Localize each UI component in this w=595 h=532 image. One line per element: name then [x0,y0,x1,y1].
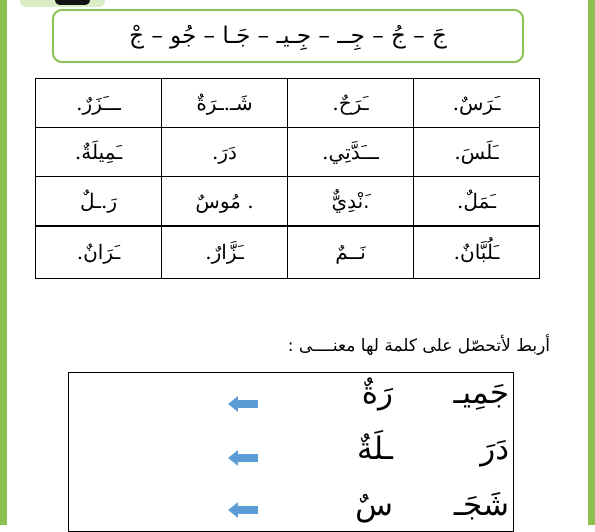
left-arrow-icon [227,449,259,467]
left-arrow-icon [227,395,259,413]
table-row [36,226,540,279]
word-end: سٌ [355,487,393,523]
word-end: ـلَةٌ [357,431,393,467]
table-cell: ـَمِيلَةٌ. [36,128,162,177]
table-cell: ـَلَسَ. [414,128,540,177]
top-tab-mark [55,0,90,5]
table-cell: ـــَدَّتِي. [288,128,414,177]
table-cell: ـَرَسٌ. [414,79,540,128]
table-cell: ـَمَلٌ. [414,177,540,226]
word-table [35,78,540,279]
matching-exercise [68,372,514,532]
table-cell: ـَلُبَّانٌ. [414,226,540,279]
page-border-left [0,0,7,525]
table-cell: ـَزَّارٌ. [162,226,288,279]
word-start: شَجَـ [453,487,509,523]
table-cell: ـــَزَرٌ. [36,79,162,128]
letters-strip-text: جَ – جُ – جِــ – جِـيـ – جَـا – جُو – جْ [129,23,447,49]
table-cell: ـَرَحٌ. [288,79,414,128]
exercise-instruction: أربط لأتحصّل على كلمة لها معنــــى : [287,336,550,356]
word-start: جَمِيـ [453,375,509,411]
table-cell: شَـ.ـرَةٌ [162,79,288,128]
table-cell: دَرَ. [162,128,288,177]
table-row [36,128,540,177]
page-border-right [588,0,595,525]
left-arrow-icon [227,501,259,519]
table-cell: ـَرَانٌ. [36,226,162,279]
word-end: رَةٌ [361,375,393,411]
letters-strip [52,9,524,63]
table-row [36,177,540,226]
table-row [36,79,540,128]
table-cell: نَــمٌ [288,226,414,279]
table-cell: رَ.ـلٌ [36,177,162,226]
table-cell: . مُوسٌ [162,177,288,226]
word-start: دَرَ [480,431,509,467]
table-cell: .َنْدِيٌّ [288,177,414,226]
